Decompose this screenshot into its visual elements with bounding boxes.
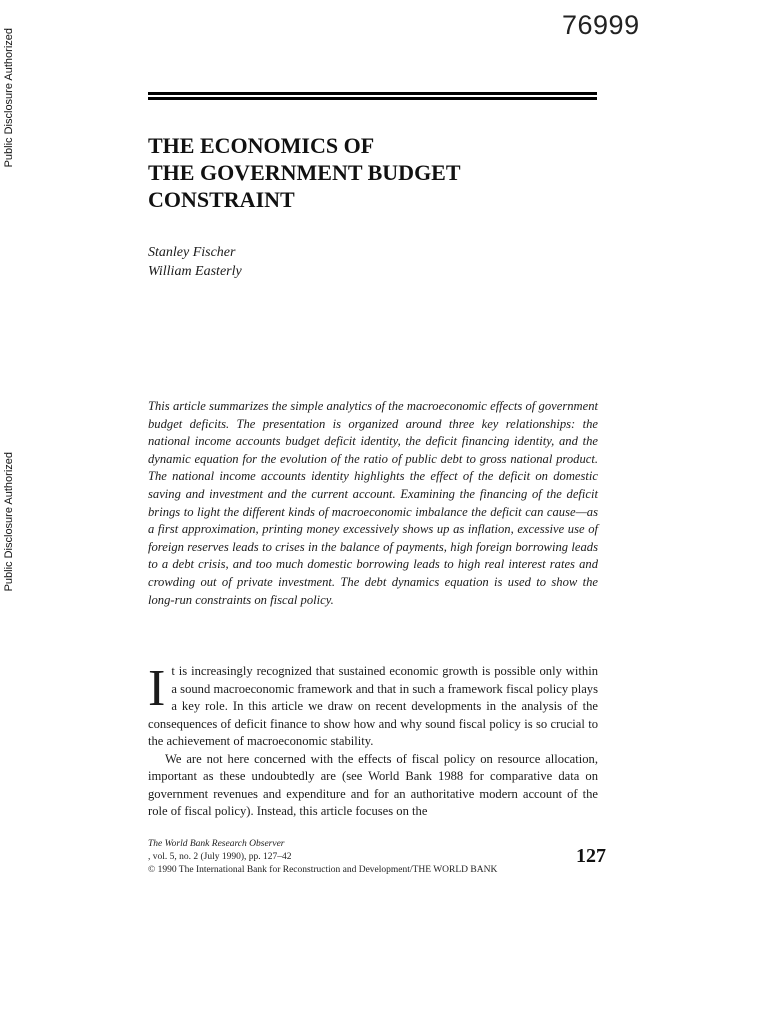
public-disclosure-stamp-bottom: Public Disclosure Authorized [3,452,15,592]
journal-citation [148,838,497,864]
copyright-notice: © 1990 The International Bank for Reconstruction and Development/THE WORLD BANK [148,865,498,875]
author-list [148,243,242,281]
header-rule-bottom [148,97,597,100]
title-line: THE ECONOMICS OF [148,133,375,158]
citation-footer [148,838,497,877]
title-line: THE GOVERNMENT BUDGET [148,160,461,185]
header-rule-top [148,92,597,95]
author-name: Stanley Fischer [148,245,236,260]
article-body [148,660,598,821]
author-name: William Easterly [148,264,242,279]
document-number: 76999 [562,10,640,40]
drop-cap: I [148,660,166,717]
paragraph-text: t is increasingly recognized that sustained economic growth is possible only within a sound macroeconomic framework and that in such a framework fiscal policy plays a key role. In this article we draw on recent developments in the analysis of the consequences of deficit finance to show how and why sound fiscal policy is so crucial to the achievement of macroeconomic stability. [148,664,598,748]
body-paragraph [148,660,598,751]
page-number: 127 [576,845,606,867]
body-paragraph: We are not here concerned with the effects of fiscal policy on resource allocation, important as these undoubtedly are (see World Bank 1988 for comparative data on government revenues and expenditure and for an authoritative modern account of the role of fiscal policy). Instead, this article focuses on the [148,751,598,818]
citation-details: , vol. 5, no. 2 (July 1990), pp. 127–42 [148,852,292,862]
journal-name: The World Bank Research Observer [148,839,285,849]
public-disclosure-stamp-top: Public Disclosure Authorized [3,28,15,168]
abstract: This article summarizes the simple analytics of the macroeconomic effects of government budget deficits. The presentation is organized around three key relationships: the national income accounts budget deficit identity, the deficit financing identity, and the dynamic equation for the evolution of the ratio of public debt to gross national product. The national income accounts identity highlights the effect of the deficit on domestic saving and investment and the current account. Examining the financing of the deficit brings to light the different kinds of macroeconomic imbalance the deficit can cause—as a first approximation, printing money excessively shows up as inflation, excessive use of foreign reserves leads to crises in the balance of payments, high foreign borrowing leads to a debt crisis, and too much domestic borrowing leads to high real interest rates and crowding out of private investment. The debt dynamics equation is used to show the long-run constraints on fiscal policy. [148,399,598,607]
article-title [148,132,598,213]
title-line: CONSTRAINT [148,187,295,212]
